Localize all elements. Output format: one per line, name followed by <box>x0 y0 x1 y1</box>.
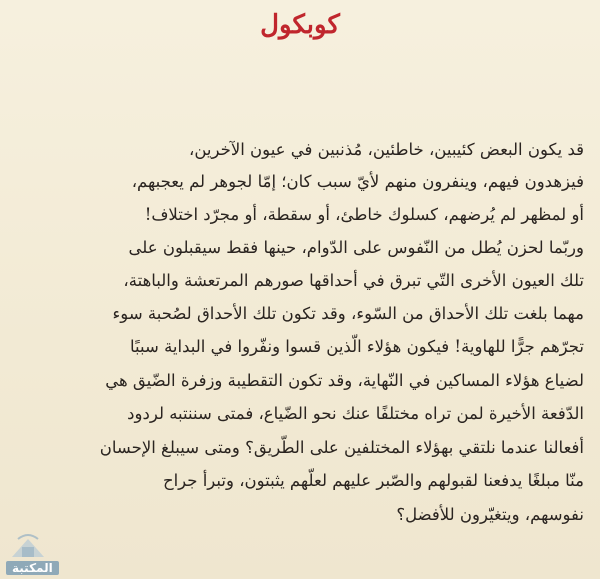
text-line: منّا مبلغًا يدفعنا لقبولهم والصّبر عليهم لعلّهم يثبتون، وتبرأ جراح <box>162 471 584 490</box>
text-line: وربّما لحزن يُطل من النّفوس على الدّوام، حينها فقط سيقبلون على <box>128 238 584 257</box>
library-logo-icon <box>8 531 48 561</box>
library-watermark <box>2 531 80 577</box>
text-line: مهما بلغت تلك الأحداق من السّوء، وقد تكون تلك الأحداق لصُحبة سوء <box>112 304 584 323</box>
watermark-text: المكتبة <box>6 561 59 575</box>
text-line: لضياع هؤلاء المساكين في النّهاية، وقد تكون التقطيبة وزفرة الضّيق هي <box>105 371 584 390</box>
text-line: تجرّهم جرًّا للهاوية! فيكون هؤلاء الّذين قسوا ونفّروا في البداية سببًا <box>130 337 584 356</box>
text-line: الدّفعة الأخيرة لمن تراه مختلفًا عنك نحو الضّياع، فمتى سننتبه لردود <box>127 404 584 423</box>
page-title: كوبكول <box>260 10 340 40</box>
text-line: فيزهدون فيهم، وينفرون منهم لأيّ سبب كان؛ إمّا لجوهر لم يعجبهم، <box>131 172 584 191</box>
text-line: أفعالنا عندما نلتقي بهؤلاء المختلفين على الطّريق؟ ومتى سيبلغ الإحسان <box>99 438 584 457</box>
text-line: نفوسهم، ويتغيّرون للأفضل؟ <box>396 505 584 524</box>
text-line: قد يكون البعض كئيبين، خاطئين، مُذنبين في عيون الآخرين، <box>189 140 584 159</box>
text-line: تلك العيون الأخرى التّي تبرق في أحداقها صورهم المرتعشة والباهتة، <box>123 271 584 290</box>
text-line: أو لمظهر لم يُرضهم، كسلوك خاطئ، أو سقطة، أو مجرّد اختلاف! <box>144 205 584 224</box>
